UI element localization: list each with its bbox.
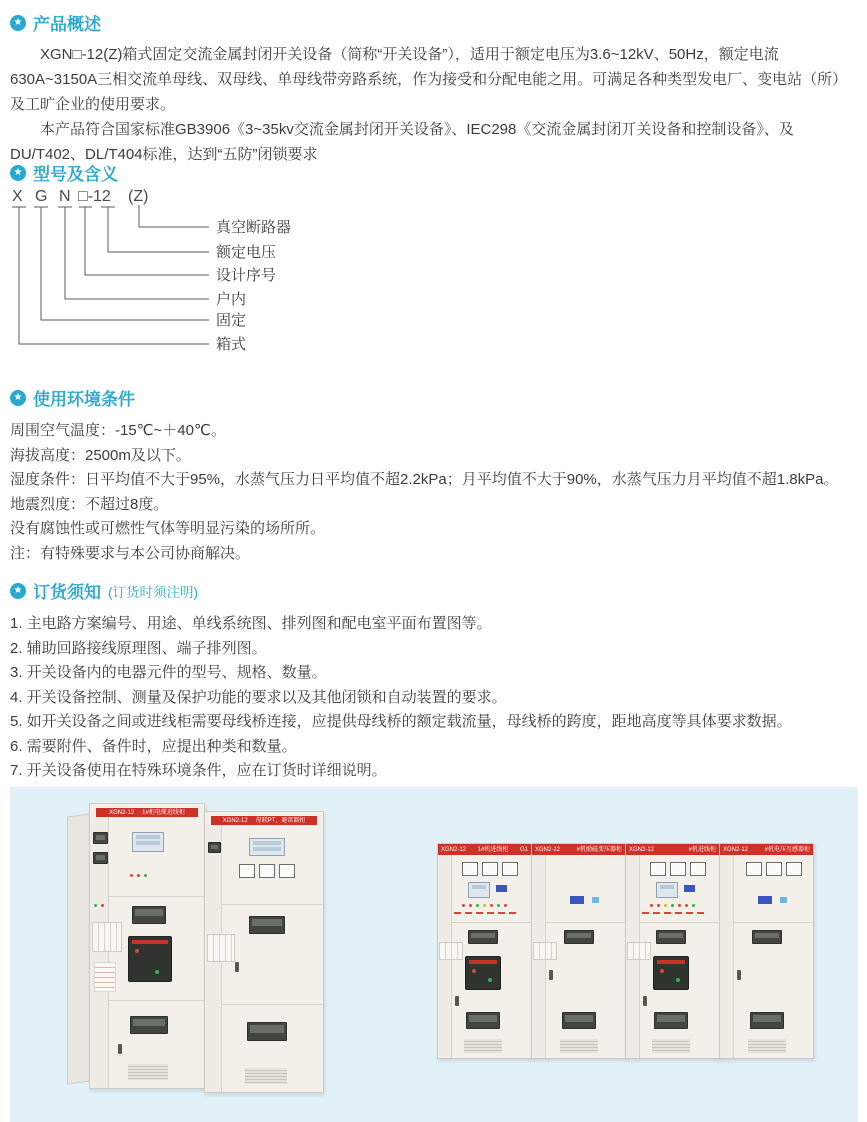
ordering-item: 2. 辅助回路接线原理图、端子排列图。: [10, 639, 267, 657]
blue-label: [780, 897, 787, 903]
device-display: [758, 896, 772, 904]
cabinet-nameplate: [720, 844, 813, 855]
connector-z: [139, 205, 209, 227]
inspection-window: [564, 930, 594, 944]
left-cabinet-1: [89, 803, 205, 1089]
cabinet-tag: G1: [519, 846, 528, 853]
mechanism-panel: [207, 934, 235, 962]
panel-seam: [108, 1000, 204, 1001]
door-handle: [455, 996, 459, 1006]
cabinet-model: XGN2-12: [723, 846, 749, 853]
ordering-item: 5. 如开关设备之间或进线柜需要母线桥连接，应提供母线桥的额定载流量，母线桥的跨度，距地高度等具体要求数据。: [10, 713, 792, 730]
red-label-row: [454, 912, 516, 914]
cabinet-nameplate: [626, 844, 719, 855]
right-cabinet-1: [437, 843, 532, 1059]
ordering-item: 6. 需要附件、备件时，应提出种类和数量。: [10, 737, 297, 755]
stile-indicators: [94, 904, 104, 907]
environment-line: 海拔高度：2500m及以下。: [10, 446, 191, 464]
environment-line: 湿度条件：日平均值不大于95%，水蒸气压力日平均值不超2.2kPa；月平均值不大于90%，水蒸气压力月平均值不超1.8kPa。: [10, 471, 839, 488]
section-ordering-notes: [10, 578, 857, 784]
cabinet-model: XGN2-12: [535, 846, 561, 853]
panel-seam: [733, 922, 813, 923]
blue-label: [592, 897, 599, 903]
inspection-window: [656, 930, 686, 944]
vent-grille: [464, 1039, 502, 1053]
code-part-design: □-12: [78, 188, 111, 205]
cabinet-model: XGN2-12: [629, 846, 655, 853]
environment-heading: [10, 385, 857, 410]
cabinet-name: #机励磁变压器柜: [576, 846, 622, 853]
model-code-diagram: [2, 186, 362, 371]
cabinet-model: XGN2-12: [109, 809, 135, 816]
connector-n: [65, 207, 209, 299]
instrument-box: [93, 832, 108, 844]
mechanism-panel: [533, 942, 557, 960]
environment-line: 周围空气温度：-15℃~＋40℃。: [10, 422, 226, 439]
right-cabinet-photo: [437, 843, 815, 1059]
model-label-vacuum-breaker: 真空断路器: [216, 219, 292, 236]
star-badge-icon: ★: [10, 583, 26, 599]
protection-relay: [132, 832, 164, 852]
mechanism-panel: [92, 922, 122, 952]
code-part-g: G: [35, 188, 48, 205]
ordering-item: 4. 开关设备控制、测量及保护功能的要求以及其他闭锁和自动装置的要求。: [10, 688, 507, 706]
cabinet-nameplate: [532, 844, 625, 855]
indicator-lights: [130, 874, 147, 877]
diagram-sheet: [94, 962, 116, 992]
instrument-box: [93, 852, 108, 864]
inspection-window: [249, 916, 285, 934]
bottom-window: [562, 1012, 596, 1029]
switchgear-photo-gallery: [10, 787, 858, 1122]
left-cabinet-2: [204, 811, 324, 1093]
indicator-lights: [455, 904, 507, 907]
door-handle: [737, 970, 741, 980]
cabinet-nameplate: [438, 844, 531, 855]
code-part-x: X: [12, 188, 23, 205]
circuit-breaker-face: [128, 936, 172, 982]
environment-title: 使用环境条件: [33, 390, 135, 409]
cabinet-name: 1#机进线柜: [477, 846, 509, 853]
code-part-n: N: [59, 188, 71, 205]
panel-seam: [221, 904, 323, 905]
mechanism-panel: [439, 942, 463, 960]
cabinet-name: 母联PT、避雷器柜: [255, 817, 306, 824]
meter-row: [462, 862, 518, 876]
connector-12: [108, 207, 209, 252]
model-label-box-type: 箱式: [216, 336, 247, 353]
bottom-window: [466, 1012, 500, 1029]
overview-title: 产品概述: [33, 15, 101, 34]
panel-seam: [451, 922, 531, 923]
bottom-window: [130, 1016, 168, 1034]
indicator-lights: [643, 904, 695, 907]
meter-row: [650, 862, 706, 876]
model-label-rated-voltage: 额定电压: [216, 244, 277, 261]
vent-grille: [748, 1039, 786, 1053]
model-label-indoor: 户内: [216, 291, 247, 308]
overview-paragraph-2: 本产品符合国家标准GB3906《3~35kv交流金属封闭开关设备》、IEC298《交流金属封闭丌关设备和控制设备》、及DU/T402、DL/T404标准，达到“五防”闭锁要求: [10, 121, 794, 163]
cabinet-model: XGN2-12: [441, 846, 467, 853]
device-display: [570, 896, 584, 904]
protection-relay: [249, 838, 285, 856]
mechanism-panel: [627, 942, 651, 960]
model-title: 型号及含义: [33, 165, 118, 184]
cabinet-nameplate: [211, 816, 317, 825]
inspection-window: [752, 930, 782, 944]
meter-row: [239, 864, 295, 878]
cabinet-name: #机进线柜: [688, 846, 716, 853]
red-label-row: [642, 912, 704, 914]
door-handle: [643, 996, 647, 1006]
blue-label: [496, 885, 507, 892]
left-cabinet-photo: [65, 797, 340, 1097]
environment-line: 地震烈度：不超过8度。: [10, 495, 169, 513]
model-label-fixed: 固定: [216, 312, 247, 329]
ordering-title: 订货须知: [33, 583, 101, 602]
door-handle: [235, 962, 239, 972]
bottom-window: [247, 1022, 287, 1041]
ordering-item: 7. 开关设备使用在特殊环境条件，应在订货时详细说明。: [10, 762, 387, 779]
protection-relay: [656, 882, 678, 898]
code-part-z: (Z): [128, 188, 149, 205]
ordering-item: 1. 主电路方案编号、用途、单线系统图、排列图和配电室平面布置图等。: [10, 615, 492, 632]
cabinet-stile: [720, 855, 734, 1058]
ordering-subtitle: (订货时须注明): [108, 584, 198, 600]
connector-square: [85, 207, 209, 275]
ordering-heading: [10, 578, 857, 603]
instrument-box: [208, 842, 221, 853]
vent-grille: [245, 1068, 287, 1084]
right-cabinet-4: [719, 843, 814, 1059]
overview-paragraph-1: XGN□-12(Z)箱式固定交流金属封闭开关设备（简称“开关设备”），适用于额定电压为3.6~12kV、50Hz，额定电流630A~3150A三相交流单母线、双母线、单母线带旁路系统，作为接受和分配电能之用。可满足各种类型发电厂、变电站（所）及工旷企业的使用要求。: [10, 46, 848, 113]
cabinet-nameplate: [96, 808, 198, 817]
vent-grille: [652, 1039, 690, 1053]
section-environment: [10, 385, 857, 566]
section-model-designation: [10, 160, 857, 185]
model-heading: [10, 160, 857, 185]
vent-grille: [560, 1039, 598, 1053]
cabinet-model: XGN2-12: [222, 817, 248, 824]
panel-seam: [221, 1004, 323, 1005]
star-badge-icon: ★: [10, 390, 26, 406]
vent-grille: [128, 1064, 168, 1080]
circuit-breaker-face: [653, 956, 689, 990]
environment-line: 没有腐蚀性或可燃性气体等明显污染的场所所。: [10, 520, 326, 537]
circuit-breaker-face: [465, 956, 501, 990]
environment-line: 注：有特殊要求与本公司协商解决。: [10, 544, 251, 562]
star-badge-icon: ★: [10, 15, 26, 31]
model-diagram-svg: [2, 186, 362, 366]
meter-row: [746, 862, 802, 876]
section-product-overview: [10, 10, 857, 167]
bottom-window: [654, 1012, 688, 1029]
panel-seam: [545, 922, 625, 923]
cabinet-name: 1#柜电缆进线柜: [142, 809, 185, 816]
star-badge-icon: ★: [10, 165, 26, 181]
door-handle: [118, 1044, 122, 1054]
right-cabinet-3: [625, 843, 720, 1059]
cabinet-side-panel: [67, 813, 91, 1084]
ordering-item: 3. 开关设备内的电器元件的型号、规格、数量。: [10, 664, 327, 681]
connector-g: [41, 207, 209, 320]
inspection-window: [132, 906, 166, 924]
door-handle: [549, 970, 553, 980]
right-cabinet-2: [531, 843, 626, 1059]
bottom-window: [750, 1012, 784, 1029]
overview-heading: [10, 10, 857, 35]
model-label-design-serial: 设计序号: [216, 267, 277, 284]
cabinet-name: #机电压互感器柜: [764, 846, 810, 853]
protection-relay: [468, 882, 490, 898]
inspection-window: [468, 930, 498, 944]
panel-seam: [108, 896, 204, 897]
blue-label: [684, 885, 695, 892]
panel-seam: [639, 922, 719, 923]
